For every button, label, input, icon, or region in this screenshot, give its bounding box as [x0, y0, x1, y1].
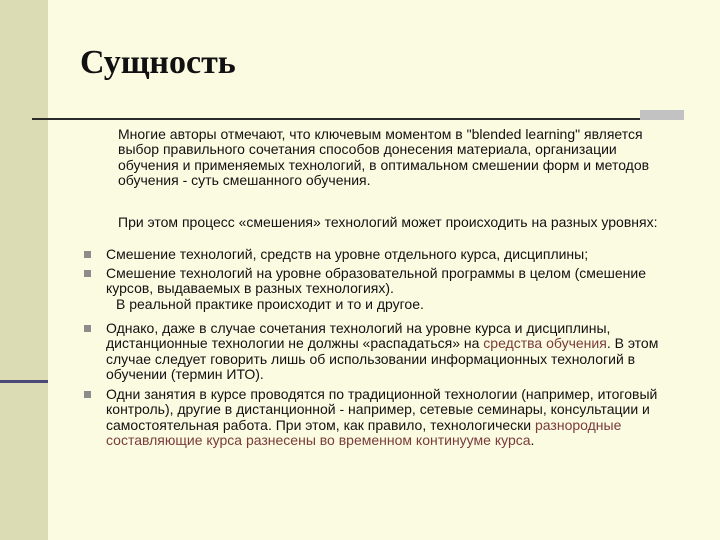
title-underline	[32, 118, 660, 120]
list-item-text	[106, 321, 671, 383]
list-item-text	[106, 387, 671, 449]
list-item-note: В реальной практике происходит и то и другое.	[116, 295, 424, 312]
learning-tools-link[interactable]: средства обучения	[483, 335, 607, 352]
list-item-text-part: . В этом случае следует говорить лишь об использовании информационных технологий в обучении (термин ИТО).	[106, 335, 659, 383]
intro-paragraph: Многие авторы отмечают, что ключевым моментом в "blended learning" является выбор правильного сочетания способов донесения материала, организации обучения и применяемых технологий, в оптимальном смешении форм и методов обучения - суть смешанного обучения.	[118, 126, 650, 189]
list-item-text-part: .	[530, 432, 535, 449]
list-item-text-part: Однако, даже в случае сочетания технологий на уровне курса и дисциплины, дистанционные технологии не должны «распадаться» на	[106, 320, 611, 352]
bullet-icon	[84, 325, 91, 332]
list-item-text: Смешение технологий, средств на уровне отдельного курса, дисциплины;	[106, 246, 589, 262]
bullet-icon	[84, 251, 91, 258]
left-decorative-band	[0, 0, 48, 540]
list-item-text	[106, 266, 671, 312]
left-band-divider	[0, 380, 48, 383]
course-components-link[interactable]: разнородные составляющие курса разнесены во временном континууме курса	[106, 416, 622, 449]
bullet-icon	[84, 391, 91, 398]
slide-title: Сущность	[80, 44, 236, 81]
levels-intro-paragraph: При этом процесс «смешения» технологий может происходить на разных уровнях:	[118, 214, 658, 230]
bullet-icon	[84, 270, 91, 277]
title-accent-box	[640, 110, 684, 120]
list-item-main-text: Смешение технологий на уровне образовательной программы в целом (смешение курсов, выдаваемых в разных технологиях).	[106, 265, 647, 297]
list-item-text-part: Одни занятия в курсе проводятся по традиционной технологии (например, итоговый контроль), другие в дистанционной - например, сетевые семинары, консультации и самостоятельная работа. При этом, как правило, технологически	[106, 386, 658, 433]
